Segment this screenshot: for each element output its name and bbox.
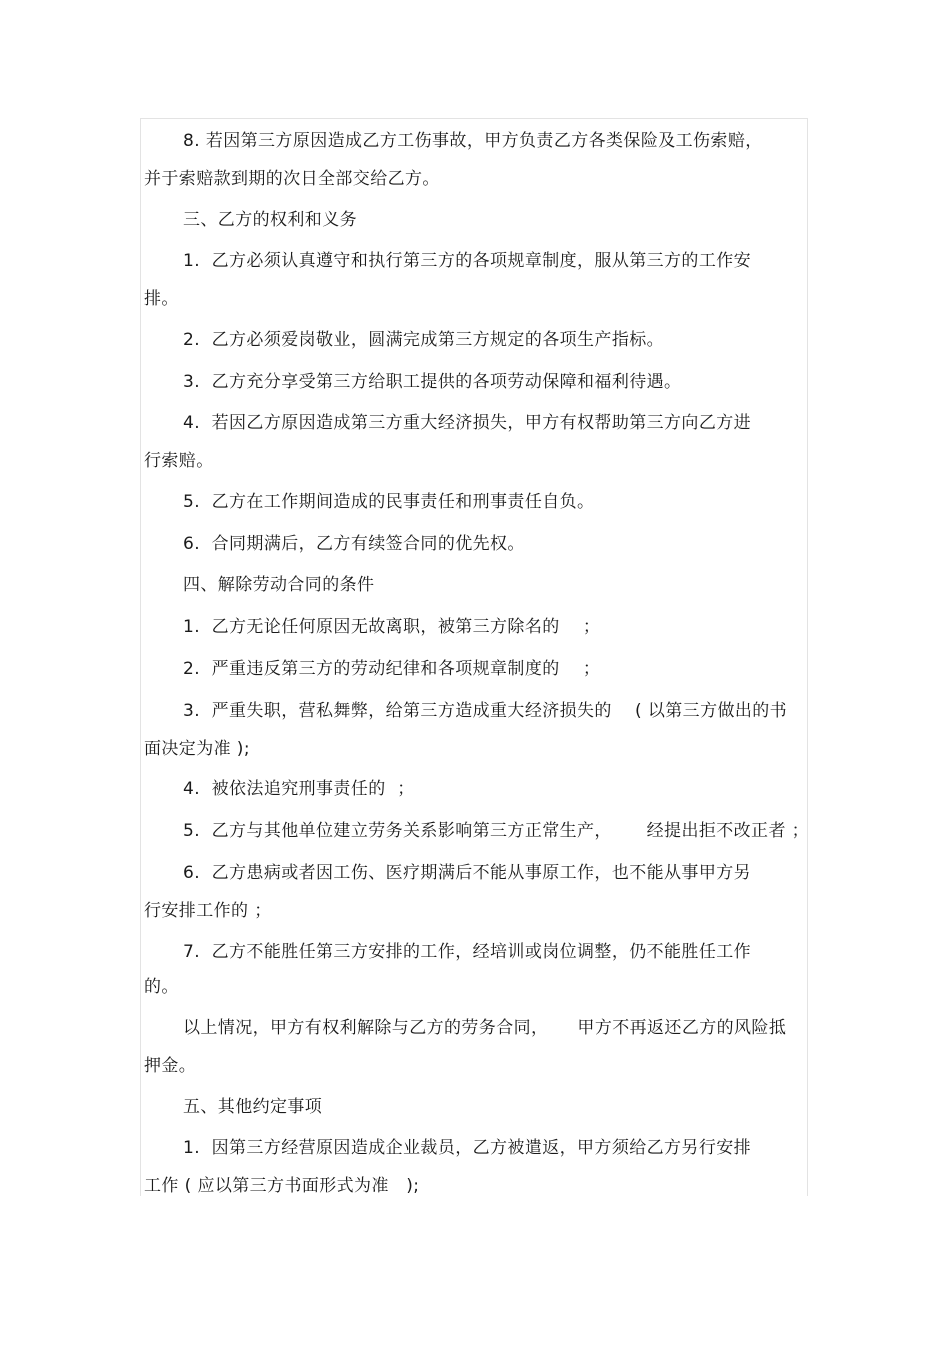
paragraph-line-13: 1. 乙方无论任何原因无故离职，被第三方除名的 ； — [183, 617, 601, 637]
paragraph-line-8: 4. 若因乙方原因造成第三方重大经济损失，甲方有权帮助第三方向乙方进 — [183, 413, 752, 433]
paragraph-line-5: 排。 — [144, 289, 179, 309]
paragraph-line-6: 2. 乙方必须爱岗敬业，圆满完成第三方规定的各项生产指标。 — [183, 330, 665, 350]
paragraph-line-10: 5. 乙方在工作期间造成的民事责任和刑事责任自负。 — [183, 492, 595, 512]
paragraph-line-26: 1. 因第三方经营原因造成企业裁员，乙方被遣返，甲方须给乙方另行安排 — [183, 1138, 752, 1158]
paragraph-line-18: 5. 乙方与其他单位建立劳务关系影响第三方正常生产， 经提出拒不改正者 ； — [183, 821, 810, 841]
paragraph-line-27: 工作 ( 应以第三方书面形式为准 ); — [144, 1176, 420, 1196]
paragraph-line-23: 以上情况，甲方有权利解除与乙方的劳务合同， 甲方不再返还乙方的风险抵 — [183, 1018, 787, 1038]
paragraph-line-21: 7. 乙方不能胜任第三方安排的工作，经培训或岗位调整，仍不能胜任工作 — [183, 942, 752, 962]
paragraph-line-24: 押金。 — [144, 1056, 197, 1076]
paragraph-line-9: 行索赔。 — [144, 451, 214, 471]
paragraph-line-7: 3. 乙方充分享受第三方给职工提供的各项劳动保障和福利待遇。 — [183, 372, 682, 392]
paragraph-line-16: 面决定为准 ); — [144, 739, 250, 759]
paragraph-line-14: 2. 严重违反第三方的劳动纪律和各项规章制度的 ； — [183, 659, 601, 679]
section-heading-12: 四、解除劳动合同的条件 — [183, 575, 375, 595]
paragraph-line-15: 3. 严重失职，营私舞弊，给第三方造成重大经济损失的 ( 以第三方做出的书 — [183, 701, 788, 721]
section-heading-3: 三、乙方的权利和义务 — [183, 210, 357, 230]
section-heading-25: 五、其他约定事项 — [183, 1097, 323, 1117]
paragraph-line-19: 6. 乙方患病或者因工伤、医疗期满后不能从事原工作，也不能从事甲方另 — [183, 863, 752, 883]
paragraph-line-22: 的。 — [144, 977, 179, 997]
paragraph-line-17: 4. 被依法追究刑事责任的 ； — [183, 779, 415, 799]
paragraph-line-20: 行安排工作的 ； — [144, 901, 272, 921]
paragraph-line-1: 8. 若因第三方原因造成乙方工伤事故，甲方负责乙方各类保险及工伤索赔， — [183, 131, 763, 151]
paragraph-line-2: 并于索赔款到期的次日全部交给乙方。 — [144, 169, 440, 189]
paragraph-line-4: 1. 乙方必须认真遵守和执行第三方的各项规章制度，服从第三方的工作安 — [183, 251, 752, 271]
paragraph-line-11: 6. 合同期满后，乙方有续签合同的优先权。 — [183, 534, 525, 554]
